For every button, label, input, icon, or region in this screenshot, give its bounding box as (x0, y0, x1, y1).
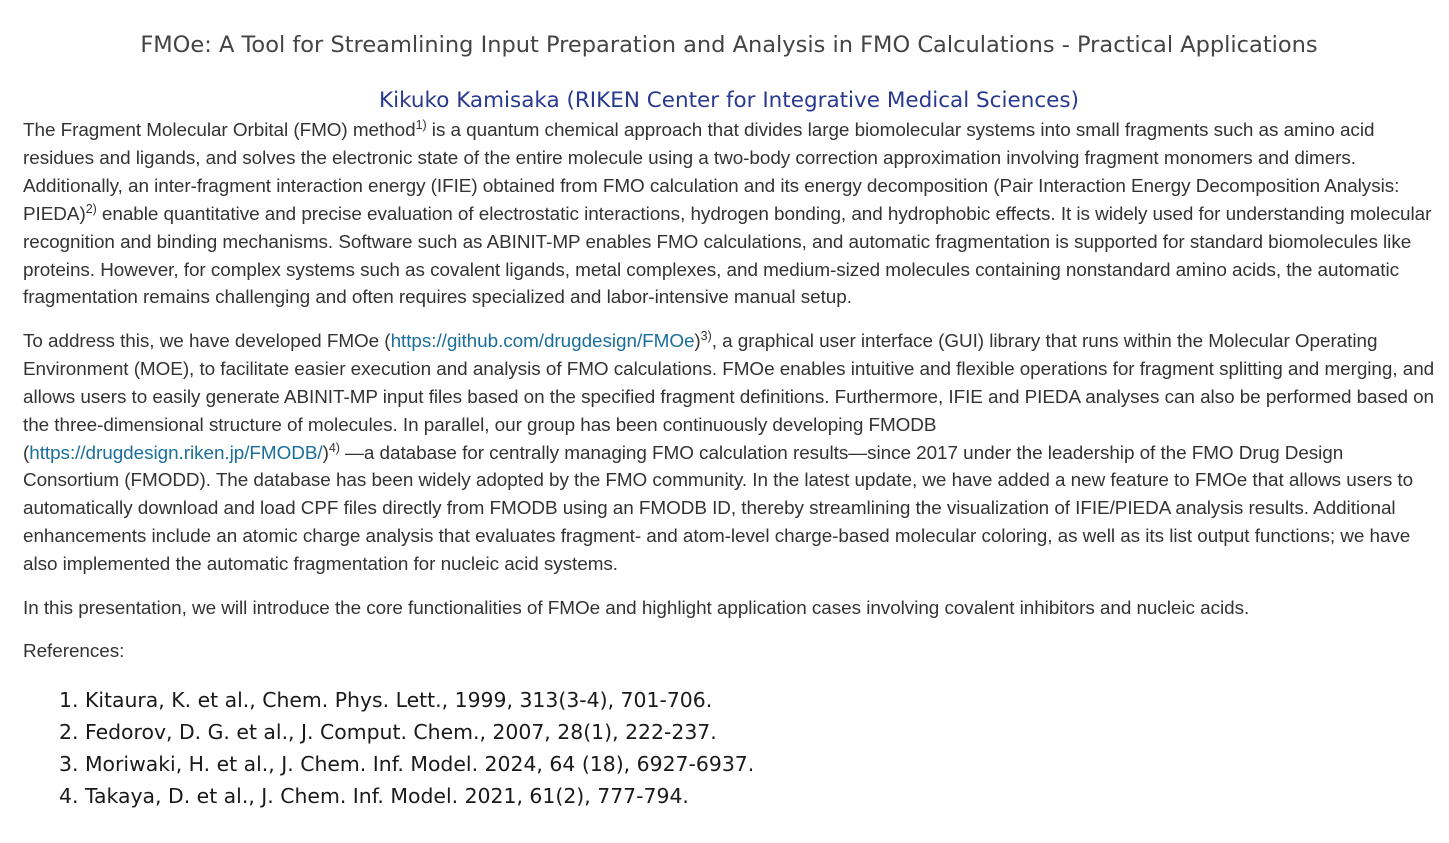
reference-text: Fedorov, D. G. et al., J. Comput. Chem., 2007, 28(1), 222-237. (84, 720, 717, 745)
citation-superscript: 2) (85, 201, 97, 216)
paragraph-introduction (23, 117, 1435, 312)
reference-text: Kitaura, K. et al., Chem. Phys. Lett., 1999, 313(3-4), 701-706. (84, 688, 713, 713)
reference-item (59, 716, 1435, 748)
reference-text: Takaya, D. et al., J. Chem. Inf. Model. 2021, 61(2), 777-794. (84, 784, 689, 809)
citation-superscript: 1) (415, 118, 427, 133)
paragraph-text: is a quantum chemical approach that divides large biomolecular systems into small fragments such as amino acid residues and ligands, and solves the electronic state of the entire molecule using a two-body correction approximation involving fragment monomers and dimers. Additionally, an inter-fragment interaction energy (IFIE) obtained from FMO calculation and its energy decomposition (Pair Interaction Energy Decomposition Analysis: PIEDA) (23, 120, 1400, 225)
paragraph-text: ) (694, 330, 701, 352)
paragraph-text: ) (322, 442, 329, 464)
paragraph-text: ( (23, 442, 30, 464)
reference-item (59, 748, 1435, 780)
fmodb-link[interactable]: https://drugdesign.riken.jp/FMODB/ (29, 442, 323, 464)
reference-item (59, 684, 1435, 716)
author-line: Kikuko Kamisaka (RIKEN Center for Integrative Medical Sciences) (379, 88, 1079, 113)
reference-item (59, 780, 1435, 812)
paragraph-presentation-summary: In this presentation, we will introduce the core functionalities of FMOe and highlight application cases involving covalent inhibitors and nucleic acids. (23, 597, 1250, 619)
github-link[interactable]: https://github.com/drugdesign/FMOe (390, 330, 695, 352)
reference-number: 4. (59, 784, 79, 809)
paragraph-text: enable quantitative and precise evaluation of electrostatic interactions, hydrogen bonding, and hydrophobic effects. It is widely used for understanding molecular recognition and binding mechanisms. Software such as ABINIT-MP enables FMO calculations, and automatic fragmentation is supported for standard biomolecules like proteins. However, for complex systems such as covalent ligands, metal complexes, and medium-sized molecules containing nonstandard amino acids, the automatic fragmentation remains challenging and often requires specialized and labor-intensive manual setup. (23, 203, 1432, 309)
paragraph-text: To address this, we have developed FMOe ( (23, 330, 391, 352)
paragraph-text: The Fragment Molecular Orbital (FMO) method (23, 120, 416, 141)
citation-superscript: 4) (328, 440, 340, 455)
reference-number: 1. (59, 688, 79, 713)
reference-number: 3. (59, 752, 79, 777)
references-list (23, 684, 1435, 812)
references-heading: References: (23, 641, 125, 663)
abstract-body (23, 117, 1435, 666)
paragraph-fmoe-description (23, 328, 1435, 579)
reference-text: Moriwaki, H. et al., J. Chem. Inf. Model. 2024, 64 (18), 6927-6937. (84, 752, 755, 777)
paragraph-text: , a graphical user interface (GUI) library that runs within the Molecular Operating Environment (MOE), to facilitate easier execution and analysis of FMO calculations. FMOe enables intuitive and flexible operations for fragment splitting and merging, and allows users to easily generate ABINIT-MP input files based on the specified fragment definitions. Furthermore, IFIE and PIEDA analyses can also be performed based on the three-dimensional structure of molecules. In parallel, our group has been continuously developing FMODB (23, 330, 1435, 436)
reference-number: 2. (59, 720, 79, 745)
paragraph-text: —a database for centrally managing FMO calculation results—since 2017 under the leadership of the FMO Drug Design Consortium (FMODD). The database has been widely adopted by the FMO community. In the latest update, we have added a new feature to FMOe that allows users to automatically download and load CPF files directly from FMODB using an FMODB ID, thereby streamlining the visualization of IFIE/PIEDA analysis results. Additional enhancements include an atomic charge analysis that evaluates fragment- and atom-level charge-based molecular coloring, as well as its list output functions; we have also implemented the automatic fragmentation for nucleic acid systems. (23, 442, 1414, 576)
page-title: FMOe: A Tool for Streamlining Input Preparation and Analysis in FMO Calculations - Practical Applications (140, 32, 1318, 58)
citation-superscript: 3) (700, 329, 712, 344)
